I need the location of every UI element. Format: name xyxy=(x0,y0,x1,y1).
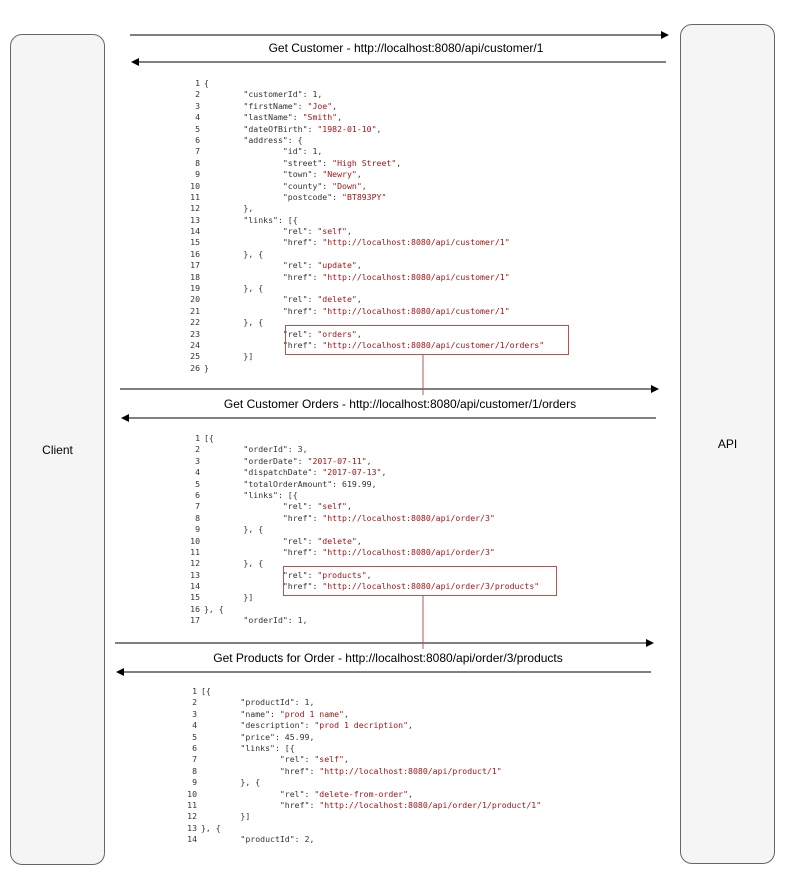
code-line xyxy=(186,169,544,180)
line-number: 15 xyxy=(190,592,200,603)
code-text: "href": "http://localhost:8080/api/order/3" xyxy=(204,546,495,557)
code-line xyxy=(186,135,544,146)
line-number: 10 xyxy=(187,788,197,799)
line-number: 11 xyxy=(190,191,200,202)
code-text: "dateOfBirth": "1982-01-10", xyxy=(204,123,382,134)
code-text: "orderId": 1, xyxy=(204,615,308,626)
code-text: "href": "http://localhost:8080/api/order/3/products" xyxy=(204,581,540,592)
code-line xyxy=(186,456,539,467)
code-line xyxy=(186,524,539,535)
code-line xyxy=(186,490,539,501)
line-number: 1 xyxy=(195,433,200,443)
code-line xyxy=(183,743,541,754)
code-text: }, { xyxy=(204,283,264,294)
line-number: 8 xyxy=(195,512,200,523)
line-number: 18 xyxy=(190,271,200,282)
code-line xyxy=(186,501,539,512)
line-number: 3 xyxy=(195,100,200,111)
code-text: "firstName": "Joe", xyxy=(204,100,338,111)
line-number: 19 xyxy=(190,283,200,294)
code-line xyxy=(186,444,539,455)
code-text: "town": "Newry", xyxy=(204,169,362,180)
code-line xyxy=(186,547,539,558)
line-number: 13 xyxy=(187,822,197,833)
line-number: 4 xyxy=(195,112,200,123)
code-line xyxy=(183,834,541,845)
line-number: 2 xyxy=(192,697,197,708)
code-line xyxy=(183,789,541,800)
code-text: "links": [{ xyxy=(204,214,298,225)
code-text: "rel": "delete", xyxy=(204,294,362,305)
code-text: "href": "http://localhost:8080/api/customer/1" xyxy=(204,305,510,316)
code-line xyxy=(186,272,544,283)
code-line xyxy=(186,203,544,214)
code-text: "county": "Down", xyxy=(204,180,367,191)
code-text: "orderDate": "2017-07-11", xyxy=(204,455,372,466)
code-line xyxy=(183,800,541,811)
request-label-1: Get Customer - http://localhost:8080/api/customer/1 xyxy=(268,41,544,55)
line-number: 14 xyxy=(190,226,200,237)
code-text: }, { xyxy=(204,558,264,569)
line-number: 4 xyxy=(192,720,197,731)
line-number: 2 xyxy=(195,444,200,455)
code-text: "rel": "delete", xyxy=(204,535,362,546)
line-number: 12 xyxy=(190,558,200,569)
line-number: 5 xyxy=(192,731,197,742)
products-link-highlight xyxy=(283,566,557,596)
line-number: 6 xyxy=(195,489,200,500)
code-text: }, { xyxy=(204,248,264,259)
line-number: 14 xyxy=(187,834,197,845)
code-text: "href": "http://localhost:8080/api/customer/1/orders" xyxy=(204,339,545,350)
code-line xyxy=(186,433,539,444)
code-text: "links": [{ xyxy=(201,742,295,753)
code-text: "address": { xyxy=(204,134,303,145)
line-number: 21 xyxy=(190,305,200,316)
orders-link-highlight xyxy=(285,325,569,355)
code-text: "href": "http://localhost:8080/api/customer/1" xyxy=(204,237,510,248)
line-number: 5 xyxy=(195,478,200,489)
code-text: }, { xyxy=(204,603,224,614)
code-line xyxy=(186,101,544,112)
line-number: 6 xyxy=(195,134,200,145)
code-line xyxy=(186,294,544,305)
orders-json-block xyxy=(186,433,539,627)
code-text: }] xyxy=(204,351,254,362)
line-number: 8 xyxy=(195,157,200,168)
code-line xyxy=(186,78,544,89)
line-number: 24 xyxy=(190,339,200,350)
products-json-block xyxy=(183,686,541,845)
code-text: "rel": "self", xyxy=(201,754,349,765)
code-line xyxy=(183,823,541,834)
line-number: 13 xyxy=(190,214,200,225)
code-text: "rel": "update", xyxy=(204,260,362,271)
code-text: "rel": "self", xyxy=(204,226,352,237)
code-line xyxy=(186,283,544,294)
code-text: "price": 45.99, xyxy=(201,731,315,742)
request-label-3: Get Products for Order - http://localhost:8080/api/order/3/products xyxy=(213,651,563,665)
line-number: 3 xyxy=(192,708,197,719)
line-number: 3 xyxy=(195,455,200,466)
code-line xyxy=(183,777,541,788)
code-text: "href": "http://localhost:8080/api/product/1" xyxy=(201,765,502,776)
code-line xyxy=(186,604,539,615)
code-text: "customerId": 1, xyxy=(204,89,323,100)
line-number: 16 xyxy=(190,248,200,259)
code-text: } xyxy=(204,362,209,373)
code-line xyxy=(186,181,544,192)
line-number: 5 xyxy=(195,123,200,134)
line-number: 8 xyxy=(192,765,197,776)
code-line xyxy=(186,146,544,157)
code-line xyxy=(183,686,541,697)
line-number: 4 xyxy=(195,467,200,478)
code-line xyxy=(183,720,541,731)
code-text: "rel": "products", xyxy=(204,569,372,580)
code-line xyxy=(186,260,544,271)
code-text: }, { xyxy=(201,822,221,833)
code-text: "rel": "orders", xyxy=(204,328,362,339)
code-line xyxy=(186,536,539,547)
line-number: 7 xyxy=(192,754,197,765)
line-number: 9 xyxy=(195,524,200,535)
code-text: "lastName": "Smith", xyxy=(204,112,343,123)
code-line xyxy=(186,192,544,203)
code-line xyxy=(186,615,539,626)
code-line xyxy=(186,112,544,123)
code-text: [{ xyxy=(201,686,211,696)
line-number: 10 xyxy=(190,535,200,546)
line-number: 12 xyxy=(190,203,200,214)
code-text: "href": "http://localhost:8080/api/customer/1" xyxy=(204,271,510,282)
code-line xyxy=(183,766,541,777)
code-text: "href": "http://localhost:8080/api/order/1/product/1" xyxy=(201,799,542,810)
line-number: 17 xyxy=(190,615,200,626)
line-number: 20 xyxy=(190,294,200,305)
line-number: 25 xyxy=(190,351,200,362)
code-text: "href": "http://localhost:8080/api/order/3" xyxy=(204,512,495,523)
line-number: 9 xyxy=(192,777,197,788)
client-label: Client xyxy=(42,442,73,457)
line-number: 26 xyxy=(190,362,200,373)
code-text: "description": "prod 1 decription", xyxy=(201,720,413,731)
code-line xyxy=(183,811,541,822)
line-number: 6 xyxy=(192,742,197,753)
line-number: 2 xyxy=(195,89,200,100)
code-text: "dispatchDate": "2017-07-13", xyxy=(204,467,387,478)
code-line xyxy=(186,237,544,248)
code-text: [{ xyxy=(204,433,214,443)
code-line xyxy=(183,754,541,765)
line-number: 1 xyxy=(195,78,200,88)
code-text: "links": [{ xyxy=(204,489,298,500)
code-line xyxy=(183,709,541,720)
code-text: "totalOrderAmount": 619.99, xyxy=(204,478,377,489)
code-text: }] xyxy=(204,592,254,603)
line-number: 10 xyxy=(190,180,200,191)
code-line xyxy=(183,732,541,743)
line-number: 17 xyxy=(190,260,200,271)
code-line xyxy=(186,226,544,237)
line-number: 16 xyxy=(190,603,200,614)
code-line xyxy=(186,363,544,374)
code-line xyxy=(186,124,544,135)
code-line xyxy=(186,467,539,478)
code-text: "rel": "self", xyxy=(204,501,352,512)
line-number: 14 xyxy=(190,581,200,592)
code-line xyxy=(186,215,544,226)
code-text: }] xyxy=(201,811,251,822)
code-line xyxy=(186,306,544,317)
code-text: "street": "High Street", xyxy=(204,157,402,168)
line-number: 11 xyxy=(190,546,200,557)
line-number: 11 xyxy=(187,799,197,810)
line-number: 7 xyxy=(195,146,200,157)
code-line xyxy=(186,513,539,524)
code-line xyxy=(183,697,541,708)
code-text: "name": "prod 1 name", xyxy=(201,708,349,719)
code-text: "id": 1, xyxy=(204,146,323,157)
code-text: }, { xyxy=(204,524,264,535)
line-number: 13 xyxy=(190,569,200,580)
request-label-2: Get Customer Orders - http://localhost:8080/api/customer/1/orders xyxy=(223,397,577,411)
line-number: 1 xyxy=(192,686,197,696)
line-number: 23 xyxy=(190,328,200,339)
code-text: "postcode": "BT893PY" xyxy=(204,191,387,202)
code-line xyxy=(186,249,544,260)
code-text: "orderId": 3, xyxy=(204,444,308,455)
line-number: 12 xyxy=(187,811,197,822)
code-line xyxy=(186,158,544,169)
code-text: "productId": 1, xyxy=(201,697,315,708)
code-text: "productId": 2, xyxy=(201,834,315,845)
code-text: }, { xyxy=(201,777,261,788)
api-label: API xyxy=(717,437,738,451)
code-line xyxy=(186,479,539,490)
line-number: 7 xyxy=(195,501,200,512)
line-number: 22 xyxy=(190,317,200,328)
code-text: }, { xyxy=(204,317,264,328)
line-number: 9 xyxy=(195,169,200,180)
code-text: { xyxy=(204,78,209,88)
code-text: "rel": "delete-from-order", xyxy=(201,788,413,799)
line-number: 15 xyxy=(190,237,200,248)
code-text: }, xyxy=(204,203,254,214)
code-line xyxy=(186,89,544,100)
